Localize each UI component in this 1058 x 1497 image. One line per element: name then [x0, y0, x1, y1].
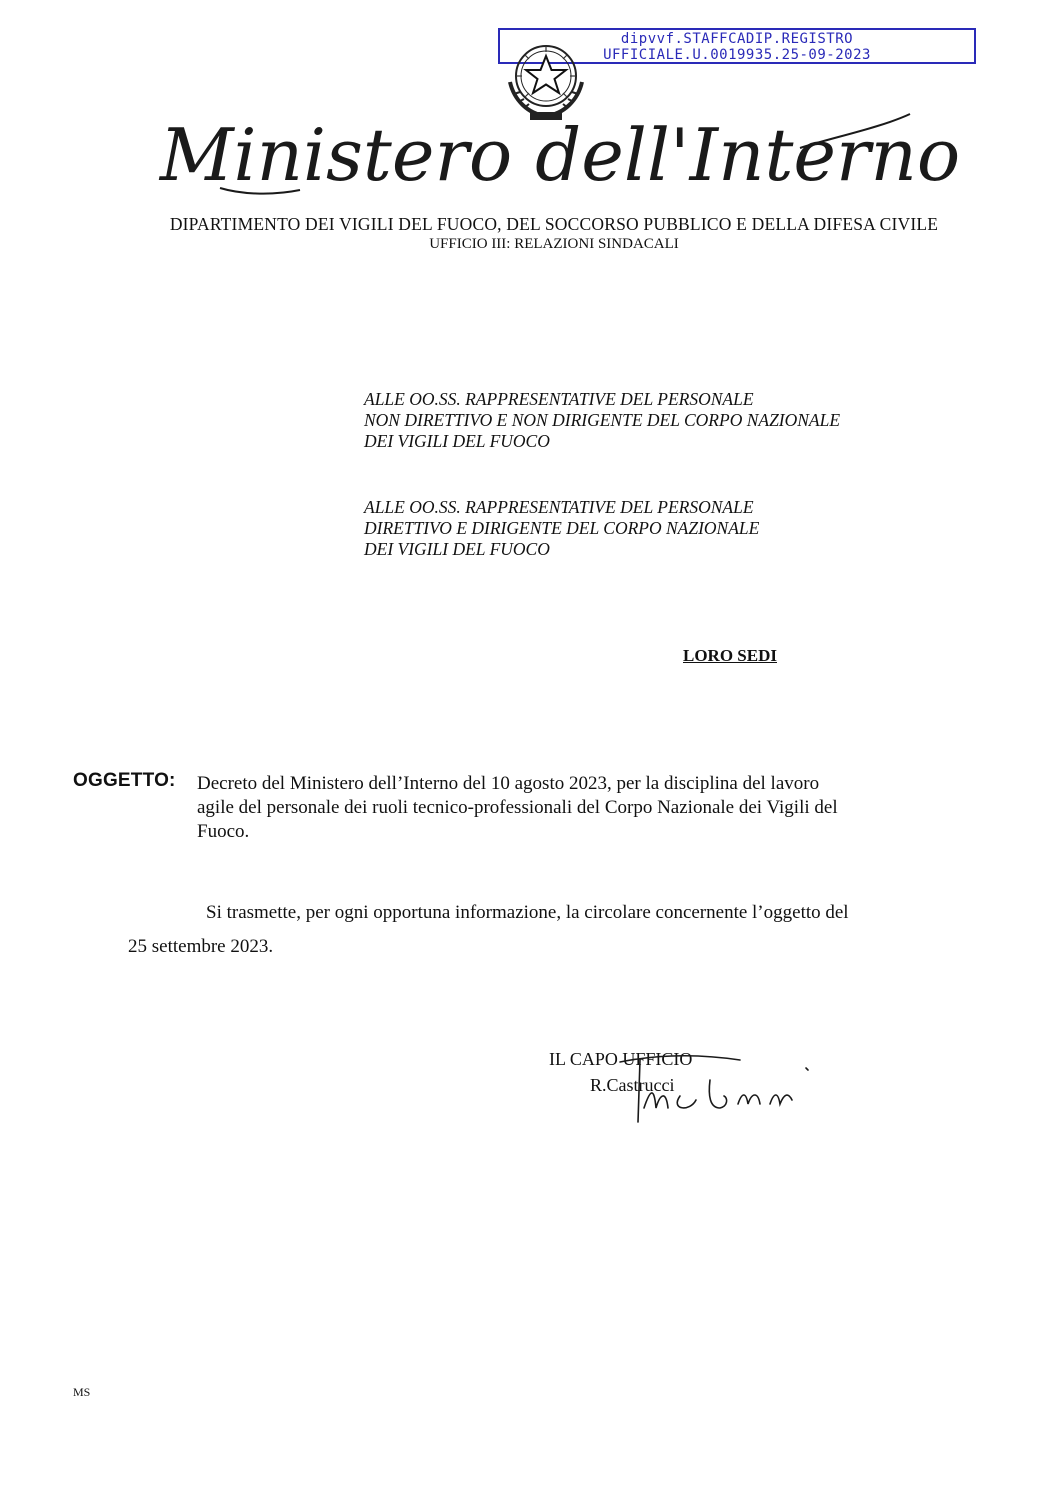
- subject-line: Fuoco.: [197, 821, 250, 842]
- department-name: DIPARTIMENTO DEI VIGILI DEL FUOCO, DEL SOCCORSO PUBBLICO E DELLA DIFESA CIVILE: [169, 214, 939, 234]
- recipient-block-2: [364, 497, 924, 560]
- recipient-block-1: [364, 389, 924, 452]
- signatory-name: R.Castrucci: [590, 1075, 675, 1095]
- ministry-title-calligraphy: [159, 108, 961, 208]
- recipient-line: DEI VIGILI DEL FUOCO: [364, 431, 550, 451]
- subject-line: Decreto del Ministero dell’Interno del 10 agosto 2023, per la disciplina del lavoro: [197, 773, 820, 794]
- recipient-line: ALLE OO.SS. RAPPRESENTATIVE DEL PERSONALE: [364, 497, 754, 517]
- subject-text: [197, 772, 942, 844]
- typist-initials: MS: [73, 1385, 91, 1399]
- ministry-title: Ministero dell'Interno: [159, 113, 961, 197]
- body-line: Si trasmette, per ogni opportuna informazione, la circolare concernente l’oggetto del: [206, 902, 849, 923]
- protocol-stamp-line1: dipvvf.STAFFCADIP.REGISTRO: [620, 31, 854, 47]
- handwritten-signature: [620, 1050, 830, 1130]
- body-paragraph: [128, 896, 940, 964]
- recipient-line: ALLE OO.SS. RAPPRESENTATIVE DEL PERSONALE: [364, 389, 754, 409]
- recipient-line: DIRETTIVO E DIRIGENTE DEL CORPO NAZIONALE: [364, 518, 760, 538]
- recipient-line: NON DIRETTIVO E NON DIRIGENTE DEL CORPO NAZIONALE: [364, 410, 841, 430]
- recipient-line: DEI VIGILI DEL FUOCO: [364, 539, 550, 559]
- signatory-title: IL CAPO UFFICIO: [549, 1049, 693, 1069]
- protocol-stamp-line2: UFFICIALE.U.0019935.25-09-2023: [603, 47, 871, 63]
- loro-sedi: LORO SEDI: [683, 646, 777, 665]
- subject-label: OGGETTO:: [73, 770, 176, 791]
- office-name: UFFICIO III: RELAZIONI SINDACALI: [429, 236, 679, 252]
- subject-line: agile del personale dei ruoli tecnico-professionali del Corpo Nazionale dei Vigili del: [197, 797, 838, 818]
- body-line: 25 settembre 2023.: [128, 936, 274, 957]
